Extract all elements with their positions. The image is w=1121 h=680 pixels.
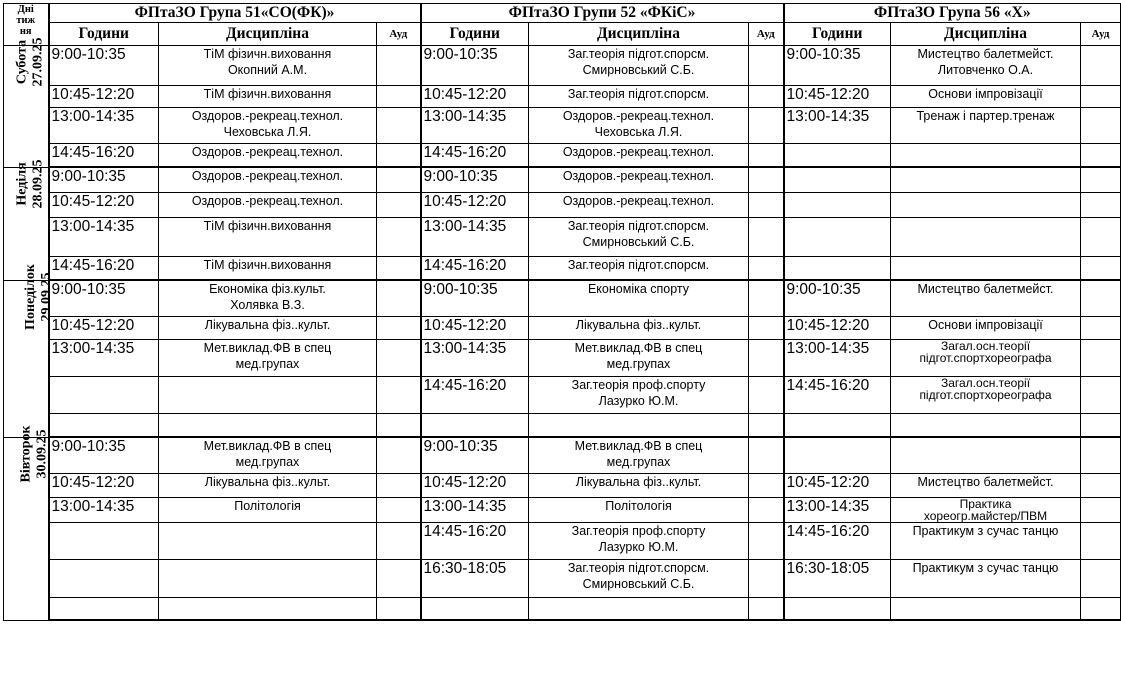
discipline-detail: мед.групах [606,455,671,469]
hours-column-header: Години [49,23,159,46]
lesson-time: 13:00-14:35 [784,498,891,523]
discipline-detail: хореогр.майстер/ПВМ [923,509,1048,523]
lesson-room [377,474,421,498]
lesson-discipline [159,144,377,168]
discipline-name: Заг.теорія підгот.спорсм. [567,561,710,575]
room-column-header: Ауд [377,23,421,46]
lesson-room [377,560,421,598]
schedule-row [4,498,1121,523]
discipline-name: Політологія [605,499,672,513]
lesson-time: 10:45-12:20 [421,86,529,108]
lesson-room [377,218,421,257]
lesson-time: 13:00-14:35 [49,218,159,257]
lesson-room [1081,86,1121,108]
lesson-time: 14:45-16:20 [421,144,529,168]
lesson-discipline [159,46,377,86]
lesson-discipline [529,280,749,317]
lesson-time: 13:00-14:35 [421,218,529,257]
lesson-time: 10:45-12:20 [784,474,891,498]
lesson-discipline [159,280,377,317]
lesson-discipline [529,167,749,193]
lesson-discipline [529,498,749,523]
lesson-time: 14:45-16:20 [784,377,891,414]
lesson-room [1081,474,1121,498]
lesson-room [377,437,421,474]
lesson-discipline [159,86,377,108]
discipline-name: Мет.виклад.ФВ в спец [574,341,703,355]
lesson-time: 10:45-12:20 [49,474,159,498]
lesson-room [1081,498,1121,523]
lesson-discipline [529,377,749,414]
day-name: Вівторок [18,425,34,482]
lesson-discipline [891,474,1081,498]
schedule-row [4,340,1121,377]
group-52-header: ФПтаЗО Групи 52 «ФКіС» [421,4,784,23]
lesson-room [1081,377,1121,414]
lesson-room [749,108,784,144]
lesson-discipline [529,414,749,438]
lesson-room [749,317,784,340]
lesson-room [377,598,421,621]
discipline-name: Тренаж і партер.тренаж [916,109,1055,123]
lesson-room [749,46,784,86]
group-51-header: ФПтаЗО Група 51«СО(ФК)» [49,4,421,23]
discipline-name: Оздоров.-рекреац.технол. [191,194,344,208]
discipline-name: Практикум з сучас танцю [912,561,1059,575]
schedule-row [4,167,1121,193]
lesson-discipline [529,257,749,281]
schedule-row [4,474,1121,498]
discipline-name: Лікувальна фіз..культ. [575,318,702,332]
day-name: Неділя [14,161,30,206]
lesson-room [377,108,421,144]
lesson-room [377,317,421,340]
lesson-discipline [891,377,1081,414]
lesson-room [1081,257,1121,281]
lesson-time: 13:00-14:35 [421,108,529,144]
lesson-discipline [159,340,377,377]
schedule-row [4,144,1121,168]
discipline-detail: мед.групах [235,357,300,371]
lesson-room [1081,167,1121,193]
lesson-discipline [159,193,377,218]
lesson-discipline [159,257,377,281]
lesson-time: 16:30-18:05 [421,560,529,598]
lesson-time: 9:00-10:35 [49,46,159,86]
discipline-name: Загал.осн.теорії [940,376,1031,390]
lesson-time: 9:00-10:35 [784,280,891,317]
lesson-time: 9:00-10:35 [421,437,529,474]
lesson-time: 9:00-10:35 [49,280,159,317]
lesson-room [377,414,421,438]
discipline-name: Заг.теорія проф.спорту [571,524,706,538]
discipline-name: Оздоров.-рекреац.технол. [562,109,715,123]
lesson-room [749,257,784,281]
lesson-room [377,257,421,281]
lesson-time [421,598,529,621]
lesson-room [377,523,421,560]
lesson-time: 14:45-16:20 [49,257,159,281]
discipline-column-header: Дисципліна [529,23,749,46]
lesson-room [377,46,421,86]
lesson-room [749,414,784,438]
day-date: 27.09.25 [30,37,46,87]
room-column-header: Ауд [1081,23,1121,46]
discipline-name: Політологія [234,499,301,513]
lesson-time [421,414,529,438]
lesson-discipline [159,108,377,144]
lesson-room [1081,280,1121,317]
discipline-name: Мистецтво балетмейст. [917,475,1054,489]
lesson-room [749,218,784,257]
lesson-time: 9:00-10:35 [421,46,529,86]
lesson-time [784,414,891,438]
lesson-time: 13:00-14:35 [421,340,529,377]
discipline-detail: мед.групах [235,455,300,469]
day-column-header: Дні тиж ня [4,4,49,46]
lesson-room [1081,144,1121,168]
discipline-detail: мед.групах [606,357,671,371]
lesson-discipline [891,560,1081,598]
group-56-header: ФПтаЗО Група 56 «Х» [784,4,1121,23]
discipline-name: Заг.теорія підгот.спорсм. [567,258,710,272]
lesson-discipline [529,46,749,86]
lesson-time: 10:45-12:20 [784,86,891,108]
lesson-discipline [529,340,749,377]
lesson-time: 10:45-12:20 [784,317,891,340]
schedule-row [4,523,1121,560]
discipline-name: ТіМ фізичн.виховання [203,219,332,233]
lesson-discipline [529,108,749,144]
lesson-time: 14:45-16:20 [421,257,529,281]
lesson-room [749,474,784,498]
lesson-room [1081,218,1121,257]
lesson-discipline [891,144,1081,168]
lesson-time: 13:00-14:35 [49,108,159,144]
day-cell [4,425,50,620]
discipline-name: Оздоров.-рекреац.технол. [191,109,344,123]
lesson-room [749,86,784,108]
lesson-time [784,193,891,218]
lesson-time: 10:45-12:20 [421,193,529,218]
lesson-discipline [529,523,749,560]
lesson-room [749,280,784,317]
discipline-column-header: Дисципліна [891,23,1081,46]
schedule-row [4,218,1121,257]
lesson-room [749,193,784,218]
lesson-time [784,218,891,257]
discipline-name: Мет.виклад.ФВ в спец [574,439,703,453]
lesson-time [49,414,159,438]
lesson-time: 10:45-12:20 [421,317,529,340]
lesson-discipline [891,498,1081,523]
lesson-time [49,560,159,598]
day-date: 30.09.25 [34,429,50,479]
lesson-discipline [159,437,377,474]
discipline-name: ТіМ фізичн.виховання [203,47,332,61]
discipline-detail: Литовченко О.А. [937,63,1034,77]
lesson-discipline [529,437,749,474]
discipline-name: Практикум з сучас танцю [912,524,1059,538]
discipline-name: Лікувальна фіз..культ. [204,318,331,332]
discipline-detail: Смирновський С.Б. [582,235,695,249]
lesson-discipline [529,598,749,621]
lesson-discipline [529,560,749,598]
lesson-time: 13:00-14:35 [49,498,159,523]
lesson-room [1081,317,1121,340]
lesson-room [377,498,421,523]
lesson-time [49,523,159,560]
lesson-discipline [891,280,1081,317]
schedule-row [4,108,1121,144]
lesson-time: 9:00-10:35 [784,46,891,86]
lesson-room [749,340,784,377]
discipline-name: Мистецтво балетмейст. [917,282,1054,296]
lesson-time: 16:30-18:05 [784,560,891,598]
lesson-discipline [159,598,377,621]
schedule-row [4,46,1121,86]
lesson-discipline [159,377,377,414]
lesson-room [1081,523,1121,560]
discipline-name: Оздоров.-рекреац.технол. [191,169,344,183]
lesson-room [1081,340,1121,377]
lesson-room [377,193,421,218]
lesson-room [749,560,784,598]
discipline-name: Оздоров.-рекреац.технол. [562,145,715,159]
lesson-discipline [159,218,377,257]
lesson-time: 13:00-14:35 [784,340,891,377]
day-name: Субота [14,39,30,85]
hours-column-header: Години [421,23,529,46]
schedule-row [4,598,1121,621]
lesson-discipline [891,257,1081,281]
lesson-time [784,257,891,281]
discipline-detail: підгот.спортхореографа [919,388,1052,402]
lesson-discipline [159,523,377,560]
day-date: 28.09.25 [30,159,46,208]
lesson-time: 14:45-16:20 [784,523,891,560]
lesson-room [1081,46,1121,86]
lesson-room [749,437,784,474]
lesson-discipline [159,414,377,438]
lesson-time [49,598,159,621]
lesson-discipline [159,317,377,340]
lesson-room [1081,560,1121,598]
lesson-room [749,523,784,560]
lesson-time: 14:45-16:20 [49,144,159,168]
lesson-room [377,86,421,108]
lesson-room [1081,108,1121,144]
discipline-name: Економіка фіз.культ. [209,282,326,296]
discipline-detail: Холявка В.З. [230,298,305,312]
lesson-discipline [891,167,1081,193]
discipline-detail: підгот.спортхореографа [919,351,1052,365]
discipline-name: Оздоров.-рекреац.технол. [562,194,715,208]
discipline-detail: Лазурко Ю.М. [598,394,679,408]
lesson-room [377,340,421,377]
lesson-discipline [891,317,1081,340]
lesson-time: 13:00-14:35 [784,108,891,144]
lesson-room [377,144,421,168]
lesson-room [377,280,421,317]
lesson-time: 9:00-10:35 [421,280,529,317]
schedule-row [4,257,1121,281]
lesson-room [1081,437,1121,474]
lesson-room [749,377,784,414]
lesson-discipline [891,46,1081,86]
lesson-discipline [891,218,1081,257]
lesson-discipline [891,437,1081,474]
room-column-header: Ауд [749,23,784,46]
discipline-name: Мет.виклад.ФВ в спец [203,439,332,453]
discipline-detail: Чеховська Л.Я. [594,125,683,139]
lesson-time: 10:45-12:20 [49,193,159,218]
lesson-time: 9:00-10:35 [421,167,529,193]
lesson-room [377,167,421,193]
discipline-detail: Смирновський С.Б. [582,63,695,77]
discipline-name: Заг.теорія підгот.спорсм. [567,87,710,101]
day-date: 29.09.25 [38,272,54,322]
lesson-discipline [529,317,749,340]
day-cell [4,263,54,437]
lesson-discipline [159,167,377,193]
lesson-room [377,377,421,414]
discipline-name: ТіМ фізичн.виховання [203,258,332,272]
schedule-row [4,193,1121,218]
lesson-time: 10:45-12:20 [49,86,159,108]
lesson-discipline [529,218,749,257]
lesson-discipline [891,108,1081,144]
lesson-room [1081,193,1121,218]
lesson-room [749,598,784,621]
discipline-name: Практика [959,497,1012,511]
lesson-discipline [529,144,749,168]
schedule-table [3,3,1121,621]
schedule-row [4,414,1121,438]
discipline-name: Загал.осн.теорії [940,339,1031,353]
lesson-discipline [891,193,1081,218]
lesson-time: 9:00-10:35 [49,167,159,193]
lesson-discipline [891,86,1081,108]
lesson-time [784,598,891,621]
discipline-column-header: Дисципліна [159,23,377,46]
lesson-discipline [891,523,1081,560]
lesson-time [784,144,891,168]
lesson-discipline [891,340,1081,377]
lesson-room [1081,414,1121,438]
discipline-name: Економіка спорту [587,282,690,296]
lesson-time: 13:00-14:35 [49,340,159,377]
discipline-name: Оздоров.-рекреац.технол. [191,145,344,159]
lesson-room [749,498,784,523]
discipline-detail: Смирновський С.Б. [582,577,695,591]
lesson-time [784,437,891,474]
discipline-name: Мистецтво балетмейст. [917,47,1054,61]
lesson-time: 14:45-16:20 [421,523,529,560]
schedule-row [4,560,1121,598]
lesson-time: 10:45-12:20 [49,317,159,340]
discipline-name: Основи імпровізації [928,318,1043,332]
lesson-discipline [159,474,377,498]
lesson-time: 10:45-12:20 [421,474,529,498]
discipline-name: Заг.теорія проф.спорту [571,378,706,392]
discipline-detail: Окопний А.М. [227,63,308,77]
discipline-name: Оздоров.-рекреац.технол. [562,169,715,183]
lesson-room [749,144,784,168]
discipline-detail: Чеховська Л.Я. [223,125,312,139]
schedule-row [4,317,1121,340]
lesson-time: 13:00-14:35 [421,498,529,523]
lesson-discipline [529,474,749,498]
schedule-row [4,86,1121,108]
discipline-name: Лікувальна фіз..культ. [575,475,702,489]
discipline-name: ТіМ фізичн.виховання [203,87,332,101]
lesson-discipline [891,414,1081,438]
lesson-time [784,167,891,193]
lesson-time: 9:00-10:35 [49,437,159,474]
lesson-time: 14:45-16:20 [421,377,529,414]
day-name: Понеділок [22,263,38,330]
lesson-time [49,377,159,414]
discipline-name: Лікувальна фіз..культ. [204,475,331,489]
lesson-discipline [529,193,749,218]
hours-column-header: Години [784,23,891,46]
lesson-discipline [529,86,749,108]
lesson-discipline [159,498,377,523]
discipline-name: Заг.теорія підгот.спорсм. [567,219,710,233]
lesson-discipline [891,598,1081,621]
discipline-name: Мет.виклад.ФВ в спец [203,341,332,355]
day-cell [4,37,49,168]
discipline-name: Основи імпровізації [928,87,1043,101]
discipline-name: Заг.теорія підгот.спорсм. [567,47,710,61]
lesson-room [1081,598,1121,621]
lesson-discipline [159,560,377,598]
schedule-row [4,437,1121,474]
discipline-detail: Лазурко Ю.М. [598,540,679,554]
schedule-row [4,280,1121,317]
lesson-room [749,167,784,193]
schedule-row [4,377,1121,414]
